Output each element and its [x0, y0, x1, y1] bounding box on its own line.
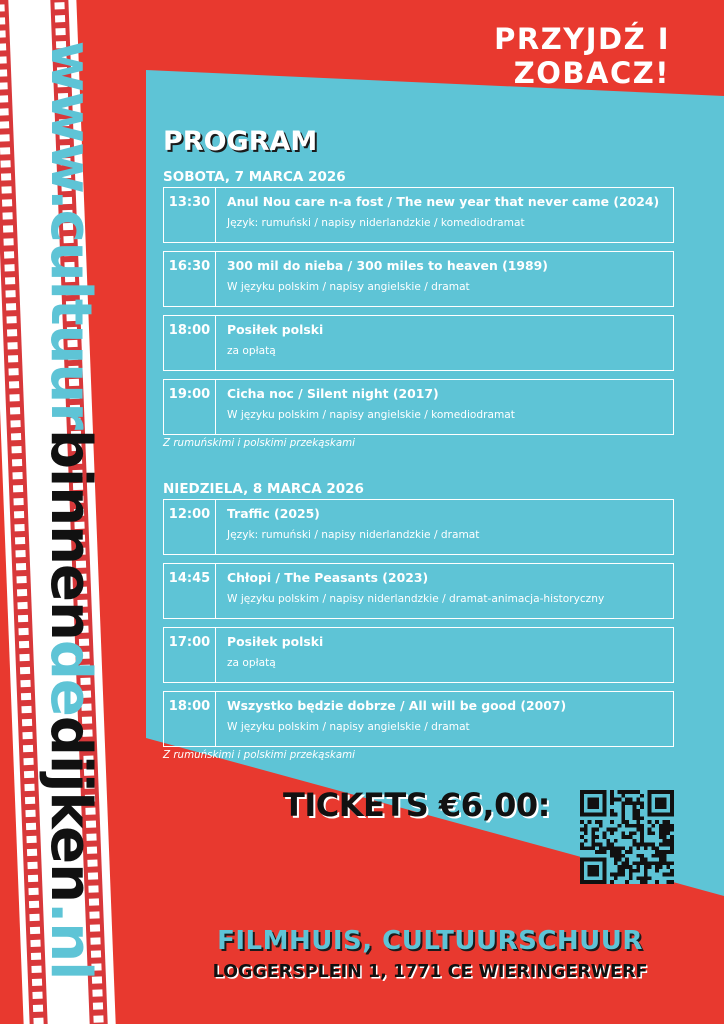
screening-time: 18:00 — [164, 316, 216, 370]
screening-title: Chłopi / The Peasants (2023) — [227, 570, 429, 585]
venue-address: LOGGERSPLEIN 1, 1771 CE WIERINGERWERF — [212, 962, 648, 982]
day-title-saturday: SOBOTA, 7 MARCA 2026 — [163, 169, 346, 185]
screening-row — [163, 379, 674, 435]
screening-details: Język: rumuński / napisy niderlandzkie / komediodramat — [227, 217, 525, 229]
screening-details: W języku polskim / napisy angielskie / komediodramat — [227, 409, 515, 421]
screening-row — [163, 563, 674, 619]
screening-row — [163, 499, 674, 555]
screening-time: 13:30 — [164, 188, 216, 242]
screening-row — [163, 251, 674, 307]
screening-title: Anul Nou care n-a fost / The new year that never came (2024) — [227, 194, 660, 209]
screening-time: 19:00 — [164, 380, 216, 434]
screening-row — [163, 627, 674, 683]
tickets-price: TICKETS €6,00: — [283, 786, 550, 824]
screening-title: Posiłek polski — [227, 634, 324, 649]
website-part-5: .nl — [38, 901, 103, 980]
venue-name: FILMHUIS, CULTUURSCHUUR — [217, 926, 643, 956]
screening-details: za opłatą — [227, 345, 276, 357]
screening-row — [163, 691, 674, 747]
screening-row — [163, 187, 674, 243]
screening-details: W języku polskim / napisy angielskie / dramat — [227, 721, 470, 733]
screening-details: za opłatą — [227, 657, 276, 669]
snacks-note-saturday: Z rumuńskimi i polskimi przekąskami — [163, 437, 356, 449]
screening-time: 16:30 — [164, 252, 216, 306]
screening-title: 300 mil do nieba / 300 miles to heaven (1989) — [227, 258, 548, 273]
schedule-saturday — [163, 187, 674, 443]
screening-title: Wszystko będzie dobrze / All will be good (2007) — [227, 698, 567, 713]
schedule-sunday — [163, 499, 674, 755]
screening-row — [163, 315, 674, 371]
screening-title: Cicha noc / Silent night (2017) — [227, 386, 439, 401]
screening-time: 14:45 — [164, 564, 216, 618]
screening-time: 12:00 — [164, 500, 216, 554]
qr-code-icon[interactable] — [580, 790, 674, 884]
screening-details: Język: rumuński / napisy niderlandzkie / dramat — [227, 529, 480, 541]
screening-title: Traffic (2025) — [227, 506, 320, 521]
website-part-3: de — [38, 639, 103, 716]
website-part-1: www.cultuur — [38, 40, 103, 429]
snacks-note-sunday: Z rumuńskimi i polskimi przekąskami — [163, 749, 356, 761]
headline: PRZYJDŹ I ZOBACZ! — [494, 22, 670, 90]
screening-time: 18:00 — [164, 692, 216, 746]
screening-title: Posiłek polski — [227, 322, 324, 337]
screening-details: W języku polskim / napisy niderlandzkie / dramat-animacja-historyczny — [227, 593, 605, 605]
website-part-4: dijken — [38, 715, 103, 902]
program-title: PROGRAM — [163, 126, 318, 157]
screening-time: 17:00 — [164, 628, 216, 682]
website-part-2: binnen — [38, 428, 103, 640]
website-url[interactable] — [38, 10, 103, 1010]
screening-details: W języku polskim / napisy angielskie / dramat — [227, 281, 470, 293]
day-title-sunday: NIEDZIELA, 8 MARCA 2026 — [163, 481, 364, 497]
